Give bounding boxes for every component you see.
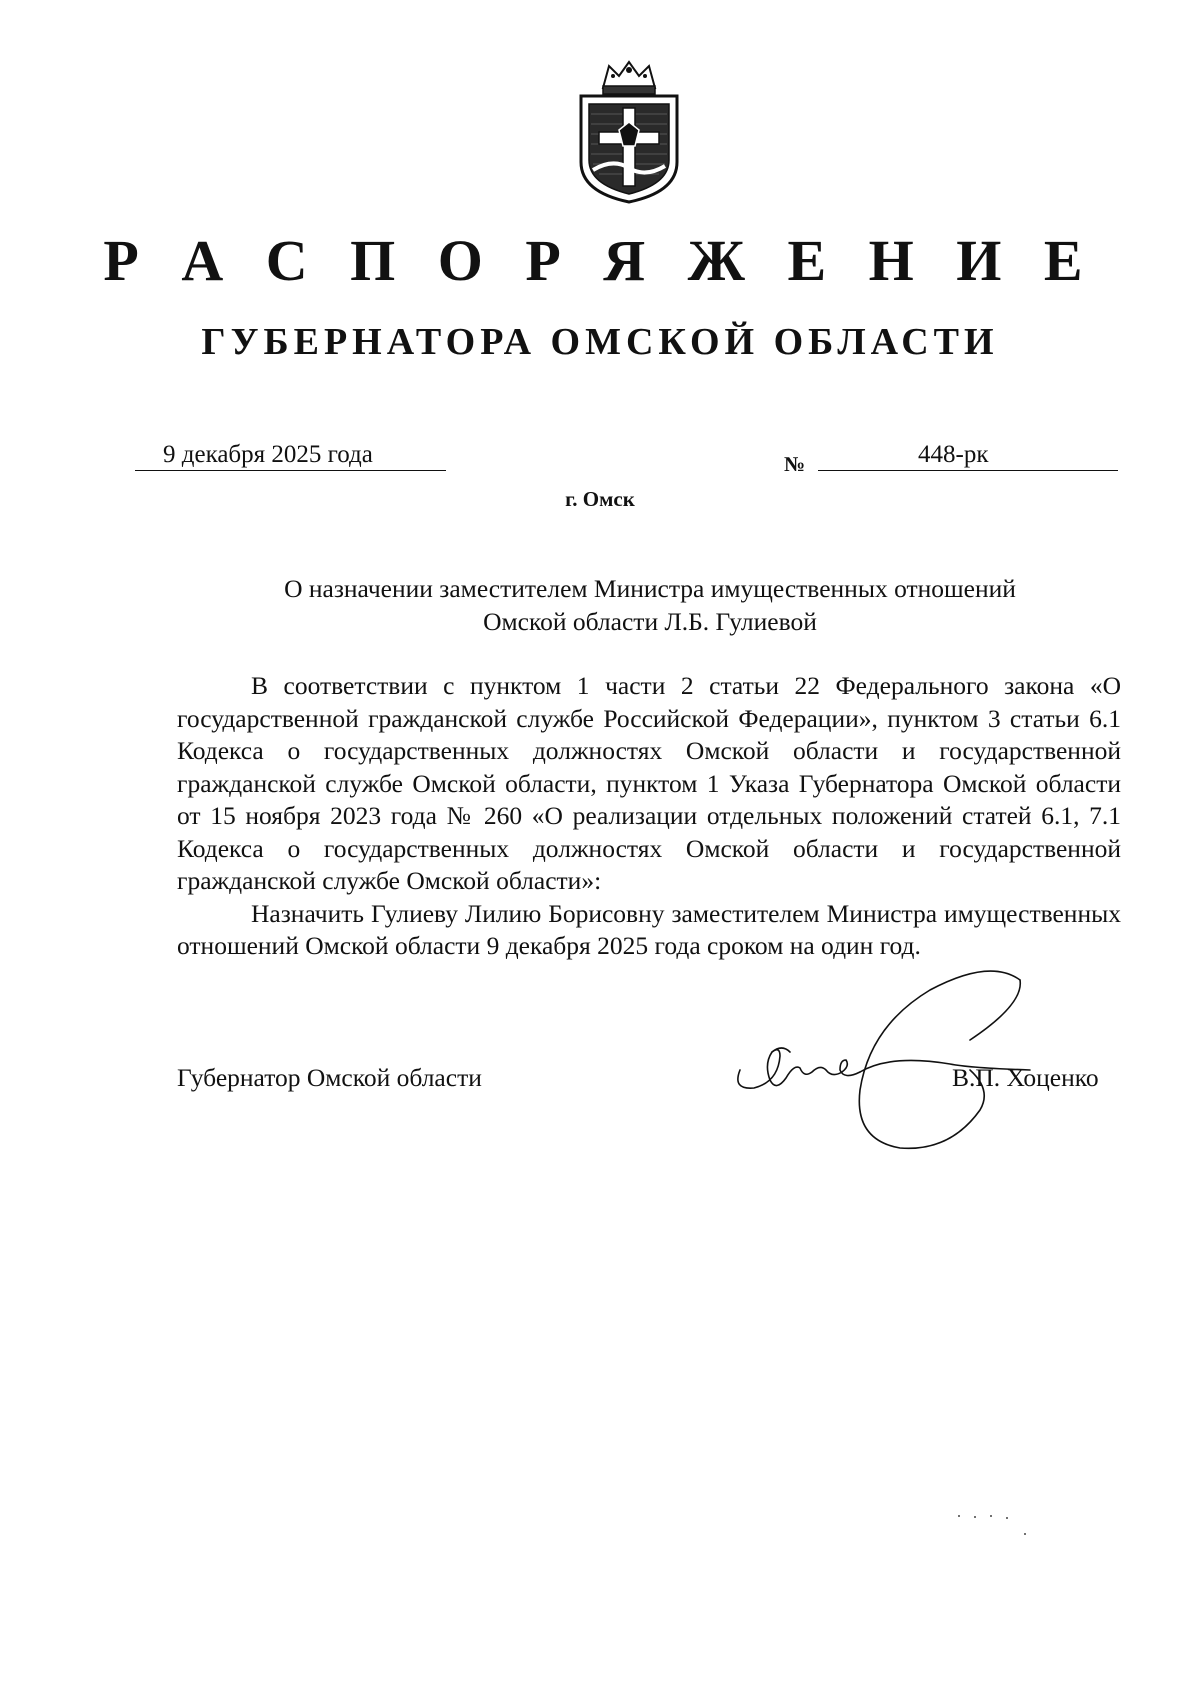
- omsk-coat-of-arms-icon: [573, 58, 685, 204]
- scan-noise-specks: [955, 1510, 1055, 1540]
- signatory-name: В.П. Хоценко: [952, 1063, 1099, 1092]
- document-body: [177, 670, 1121, 963]
- signatory-position: Губернатор Омской области: [177, 1063, 482, 1092]
- body-paragraph-1: В соответствии с пунктом 1 части 2 статьи 22 Федерального закона «О государственной гражданской службе Российской Федерации», пунктом 3 статьи 6.1 Кодекса о государственных должностях Омской области и государственной гражданской службе Омской области, пунктом 1 Указа Губернатора Омской области от 15 ноября 2023 года № 260 «О реализации отдельных положений статей 6.1, 7.1 Кодекса о государственных должностях Омской области и государственной гражданской службе Омской области»:: [177, 671, 1121, 895]
- handwritten-signature-icon: [720, 960, 1080, 1170]
- subject-line-1: О назначении заместителем Министра имущественных отношений: [284, 574, 1016, 603]
- document-date: 9 декабря 2025 года: [135, 440, 446, 471]
- document-subtitle: ГУБЕРНАТОРА ОМСКОЙ ОБЛАСТИ: [201, 321, 999, 363]
- document-number: 448-рк: [818, 440, 1118, 471]
- document-subject: [175, 572, 1125, 638]
- body-paragraph-2: Назначить Гулиеву Лилию Борисовну заместителем Министра имущественных отношений Омской области 9 декабря 2025 года сроком на один год.: [177, 898, 1121, 960]
- document-title: Р А С П О Р Я Ж Е Н И Е: [103, 228, 1097, 293]
- document-city: г. Омск: [565, 487, 635, 511]
- subject-line-2: Омской области Л.Б. Гулиевой: [483, 607, 817, 636]
- number-sign: №: [784, 452, 806, 476]
